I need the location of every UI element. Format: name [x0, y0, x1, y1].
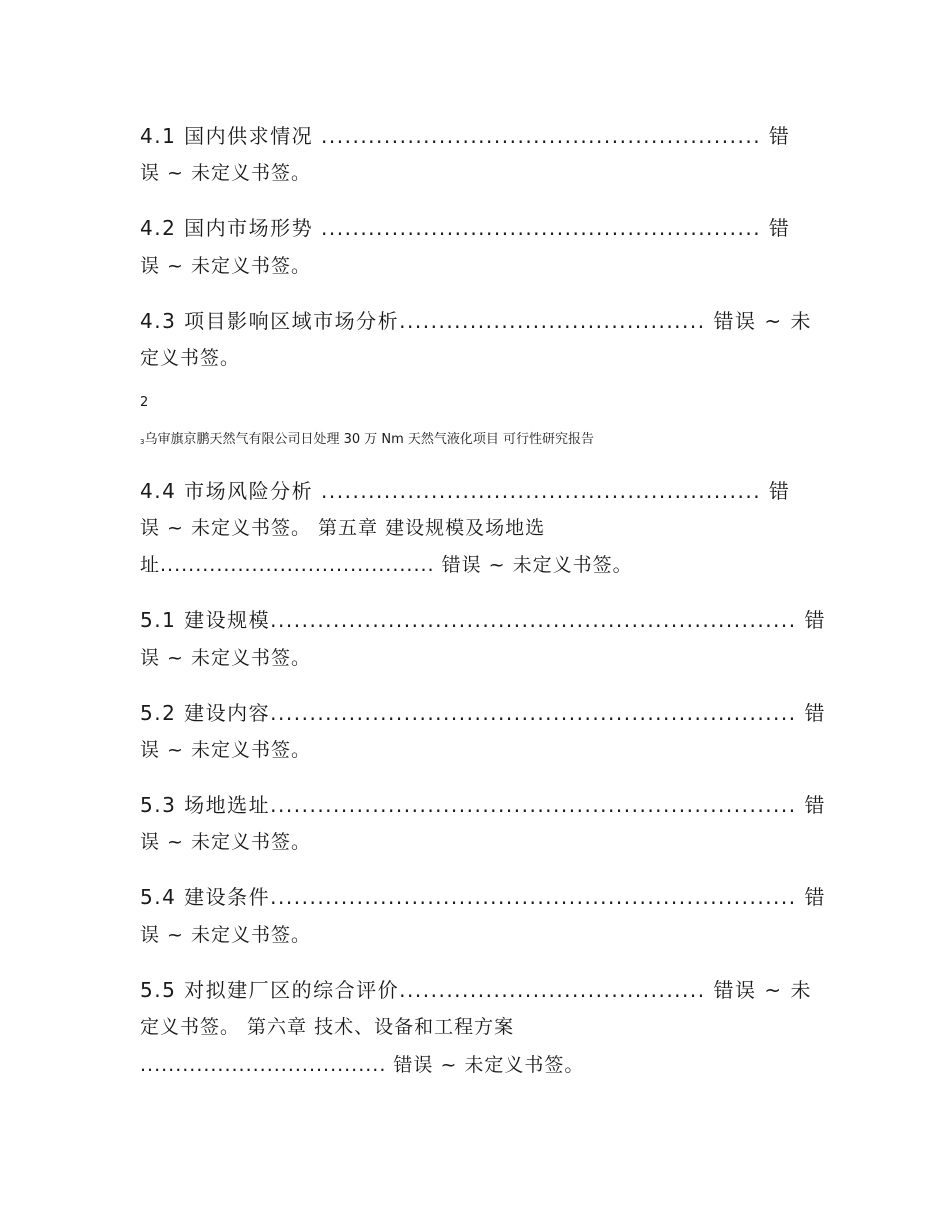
toc-entry-continuation: 误 ~ 未定义书签。: [140, 255, 311, 277]
toc-leader-dots: .......................................: [160, 554, 435, 576]
toc-leader-dots: ...................................................................: [270, 701, 797, 725]
toc-leader-dots: ........................................................: [321, 479, 762, 503]
running-header-sub: 3: [140, 438, 145, 446]
toc-entry-5-4[interactable]: [140, 884, 826, 910]
toc-entry-4-2[interactable]: [140, 215, 790, 241]
toc-entry-title: 5.4 建设条件: [140, 885, 271, 909]
toc-entry-5-2[interactable]: [140, 700, 826, 726]
toc-entry-page-ref: 错误 ~ 未: [705, 309, 812, 333]
toc-entry-title: 5.1 建设规模: [140, 608, 271, 632]
toc-entry-page-ref: 错: [796, 793, 826, 817]
toc-entry-page-ref: 错: [761, 479, 791, 503]
toc-leader-dots: ........................................................: [321, 216, 762, 240]
toc-entry-page-ref: 错: [761, 124, 791, 148]
toc-entry-title: 4.1 国内供求情况: [140, 124, 322, 148]
toc-entry-title: 5.3 场地选址: [140, 793, 271, 817]
toc-entry-continuation: 误 ~ 未定义书签。: [140, 739, 311, 761]
toc-entry-4-3[interactable]: [140, 308, 812, 334]
toc-entry-page-ref: 错误 ~ 未: [705, 978, 812, 1002]
toc-leader-dots: .......................................: [399, 978, 706, 1002]
toc-entry-title: 4.2 国内市场形势: [140, 216, 322, 240]
toc-entry-continuation: 误 ~ 未定义书签。: [140, 647, 311, 669]
toc-entry-5-5[interactable]: [140, 977, 812, 1003]
toc-entry-title: 5.5 对拟建厂区的综合评价: [140, 978, 400, 1002]
toc-entry-title: 5.2 建设内容: [140, 701, 271, 725]
toc-entry-continuation: 定义书签。: [140, 347, 241, 369]
toc-entry-page-ref: 错: [796, 701, 826, 725]
toc-leader-dots: ...................................: [140, 1054, 387, 1076]
toc-entry-continuation: 误 ~ 未定义书签。: [140, 831, 311, 853]
running-header: [140, 432, 594, 450]
toc-entry-5-3[interactable]: [140, 792, 826, 818]
toc-entry-page-ref: 错: [796, 885, 826, 909]
toc-entry-continuation: 误 ~ 未定义书签。: [140, 162, 311, 184]
toc-leader-dots: ........................................................: [321, 124, 762, 148]
toc-entry-page-ref: 错误 ~ 未定义书签。: [386, 1054, 585, 1076]
toc-entry-continuation: 误 ~ 未定义书签。 第五章 建设规模及场地选: [140, 517, 546, 539]
toc-leader-dots: ...................................................................: [270, 608, 797, 632]
toc-entry-5-1[interactable]: [140, 607, 826, 633]
toc-entry-continuation: 误 ~ 未定义书签。: [140, 924, 311, 946]
toc-entry-title: 4.4 市场风险分析: [140, 479, 322, 503]
toc-entry-page-ref: 错: [761, 216, 791, 240]
toc-entry-4-1[interactable]: [140, 123, 790, 149]
toc-entry-chapter-5[interactable]: [140, 552, 633, 578]
toc-leader-dots: ...................................................................: [270, 793, 797, 817]
toc-entry-continuation: 定义书签。 第六章 技术、设备和工程方案: [140, 1016, 515, 1038]
toc-entry-page-ref: 错误 ~ 未定义书签。: [434, 554, 633, 576]
toc-entry-title: 址: [140, 554, 161, 576]
running-header-text: 乌审旗京鹏天然气有限公司日处理 30 万 Nm 天然气液化项目 可行性研究报告: [144, 432, 595, 447]
toc-entry-page-ref: 错: [796, 608, 826, 632]
toc-leader-dots: .......................................: [399, 309, 706, 333]
toc-entry-title: 4.3 项目影响区域市场分析: [140, 309, 400, 333]
toc-entry-chapter-6[interactable]: [140, 1052, 584, 1078]
page-number: 2: [140, 395, 149, 410]
toc-leader-dots: ...................................................................: [270, 885, 797, 909]
toc-entry-4-4[interactable]: [140, 478, 790, 504]
